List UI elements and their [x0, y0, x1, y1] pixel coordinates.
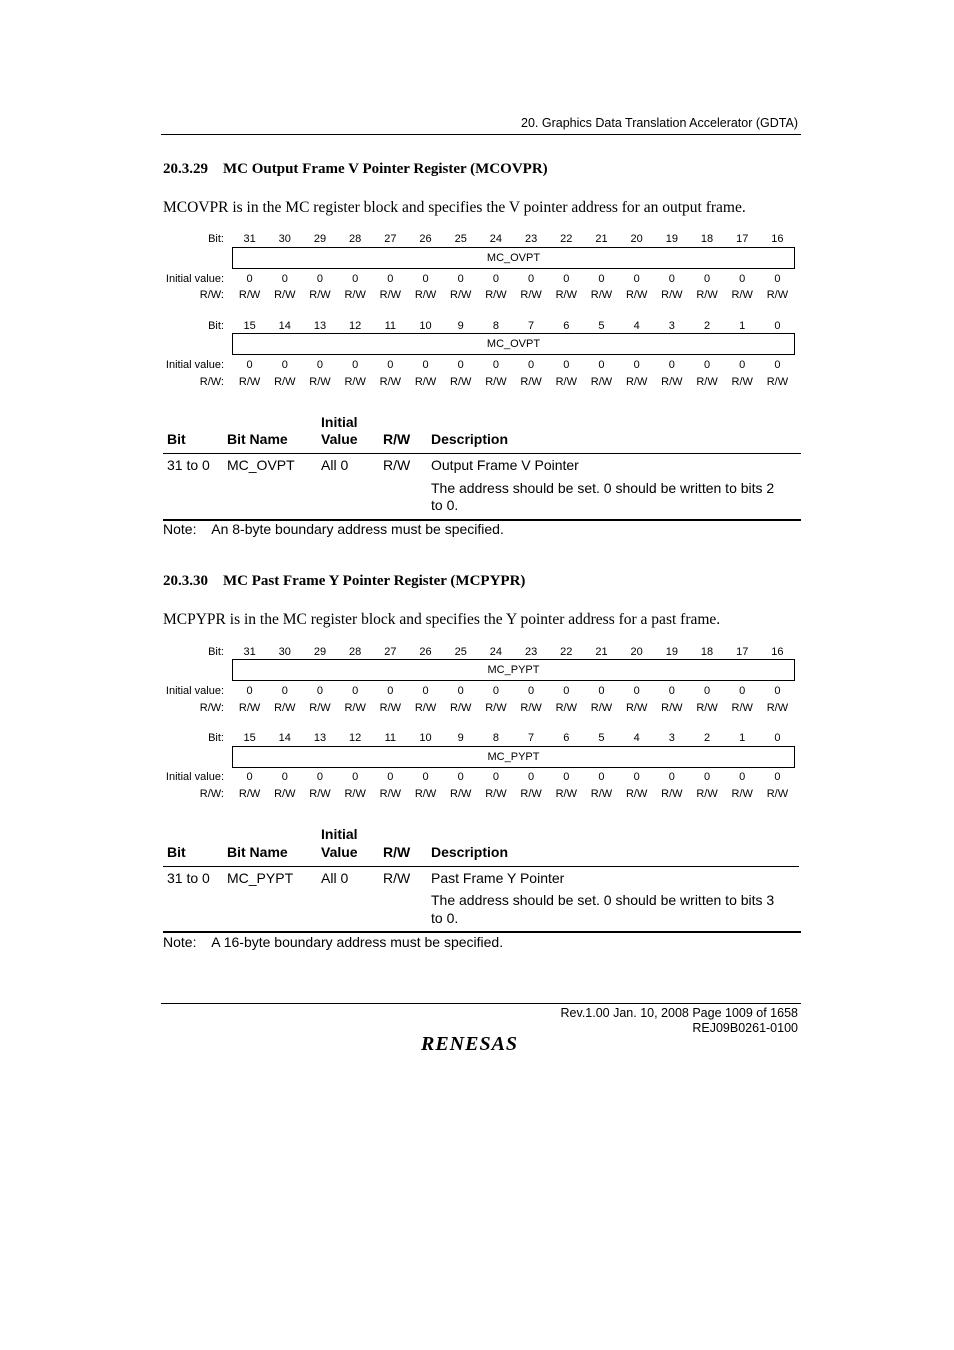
rw-cell: R/W [238, 702, 261, 714]
initial-value-cell: 0 [246, 771, 253, 783]
initial-value-cell: 0 [387, 273, 394, 285]
initial-value-cell: 0 [492, 359, 499, 371]
bit-label: Bit: [208, 320, 224, 332]
table-cell-rw: R/W [383, 870, 411, 886]
rw-cell: R/W [590, 289, 613, 301]
rw-cell: R/W [661, 702, 683, 714]
initial-value-cell: 0 [457, 359, 464, 371]
bit-number-cell: 21 [595, 646, 608, 658]
bit-number-cell: 17 [736, 233, 749, 245]
bit-number-row [232, 233, 795, 245]
table-header-rw: R/W [383, 431, 411, 447]
initial-value-cell: 0 [528, 273, 535, 285]
rw-cell: R/W [520, 376, 542, 388]
bit-number-cell: 1 [739, 732, 746, 744]
initial-value-cell: 0 [774, 273, 781, 285]
bit-number-cell: 15 [243, 320, 256, 332]
header-rule [161, 134, 801, 135]
rw-cell: R/W [696, 702, 718, 714]
initial-value-cell: 0 [528, 771, 535, 783]
initial-value-cell: 0 [668, 685, 675, 697]
rw-cell: R/W [696, 289, 718, 301]
table-cell-rw: R/W [383, 457, 411, 473]
bit-number-cell: 5 [598, 732, 605, 744]
bit-number-cell: 16 [771, 233, 784, 245]
bit-number-cell: 11 [384, 320, 397, 332]
initial-value-cell: 0 [492, 273, 499, 285]
initial-value-cell: 0 [281, 273, 288, 285]
rw-cell: R/W [731, 788, 753, 800]
initial-value-cell: 0 [316, 771, 324, 783]
footer-revision-line: Rev.1.00 Jan. 10, 2008 Page 1009 of 1658 [560, 1006, 798, 1020]
rw-cell: R/W [309, 788, 331, 800]
bit-number-cell: 24 [489, 233, 503, 245]
bit-number-cell: 3 [668, 732, 675, 744]
table-cell-description: Output Frame V Pointer [431, 457, 579, 473]
rw-cell: R/W [555, 702, 577, 714]
register-field: MC_OVPT [232, 247, 795, 269]
initial-value-cell: 0 [281, 359, 288, 371]
bit-number-cell: 30 [278, 233, 291, 245]
rw-cell: R/W [485, 376, 507, 388]
rw-cell: R/W [414, 289, 437, 301]
initial-value-cell: 0 [668, 771, 675, 783]
rw-cell: R/W [238, 376, 261, 388]
bit-number-cell: 8 [492, 732, 499, 744]
note: Note: An 8-byte boundary address must be specified. [163, 521, 504, 537]
initial-value-cell: 0 [668, 359, 675, 371]
initial-value-cell: 0 [703, 273, 711, 285]
bit-number-cell: 4 [633, 732, 640, 744]
rw-label: R/W: [199, 289, 224, 301]
bit-number-cell: 18 [700, 646, 714, 658]
bit-number-cell: 26 [419, 233, 432, 245]
rw-cell: R/W [731, 376, 753, 388]
rw-label: R/W: [199, 702, 224, 714]
initial-value-cell: 0 [668, 273, 675, 285]
bit-number-cell: 4 [633, 320, 640, 332]
rw-cell: R/W [379, 702, 402, 714]
rw-cell: R/W [766, 702, 789, 714]
initial-value-cell: 0 [703, 685, 711, 697]
bit-number-cell: 25 [454, 233, 467, 245]
bit-label: Bit: [208, 233, 224, 245]
note: Note: A 16-byte boundary address must be specified. [163, 934, 504, 950]
footer-rule [161, 1003, 801, 1004]
initial-value-cell: 0 [598, 273, 605, 285]
section-title: 20.3.29 MC Output Frame V Pointer Register (MCOVPR) [163, 161, 548, 177]
footer-revision [561, 1006, 798, 1036]
initial-value-cell: 0 [281, 771, 288, 783]
rw-cell: R/W [485, 289, 507, 301]
initial-value-cell: 0 [563, 359, 570, 371]
bit-number-cell: 21 [595, 233, 608, 245]
rw-cell: R/W [731, 702, 753, 714]
rw-label: R/W: [199, 376, 224, 388]
bit-number-cell: 12 [349, 732, 362, 744]
rw-cell: R/W [450, 289, 472, 301]
initial-value-label: Initial value: [165, 771, 224, 783]
rw-cell: R/W [450, 702, 472, 714]
initial-value-cell: 0 [352, 359, 359, 371]
rw-label: R/W: [199, 788, 224, 800]
table-cell-bit-name: MC_PYPT [227, 870, 294, 886]
bit-number-cell: 11 [384, 732, 397, 744]
section-title: 20.3.30 MC Past Frame Y Pointer Register (MCPYPR) [163, 573, 526, 589]
bit-number-cell: 23 [524, 646, 538, 658]
rw-cell: R/W [238, 289, 261, 301]
table-cell-description-detail-cont: to 0. [431, 910, 459, 926]
table-bottom-rule [163, 931, 801, 933]
bit-number-cell: 14 [278, 732, 291, 744]
rw-cell: R/W [414, 702, 437, 714]
bit-number-cell: 3 [668, 320, 675, 332]
register-field: MC_PYPT [232, 659, 795, 681]
initial-value-cell: 0 [316, 359, 324, 371]
table-header-bit: Bit [167, 431, 186, 447]
bit-number-cell: 29 [313, 233, 327, 245]
bit-number-cell: 2 [703, 320, 711, 332]
bit-number-cell: 14 [278, 320, 291, 332]
rw-cell: R/W [766, 788, 789, 800]
initial-value-cell: 0 [563, 771, 570, 783]
rw-cell: R/W [661, 289, 683, 301]
bit-number-cell: 0 [774, 320, 781, 332]
rw-row [232, 289, 795, 301]
section-intro: MCOVPR is in the MC register block and specifies the V pointer address for an output frame. [163, 199, 746, 216]
initial-value-cell: 0 [246, 685, 253, 697]
rw-cell: R/W [590, 376, 613, 388]
rw-cell: R/W [309, 376, 331, 388]
rw-cell: R/W [555, 376, 577, 388]
register-field: MC_OVPT [232, 333, 795, 355]
initial-value-cell: 0 [563, 273, 570, 285]
chapter-header: 20. Graphics Data Translation Accelerator (GDTA) [521, 116, 798, 130]
bit-description-table [163, 826, 801, 934]
initial-value-cell: 0 [281, 685, 288, 697]
bit-number-row [232, 320, 795, 332]
rw-row [232, 376, 795, 388]
bit-number-cell: 19 [665, 233, 678, 245]
rw-cell: R/W [274, 289, 296, 301]
initial-value-label: Initial value: [165, 273, 224, 285]
initial-value-cell: 0 [598, 685, 605, 697]
bit-number-cell: 8 [492, 320, 499, 332]
bit-number-cell: 29 [313, 646, 327, 658]
bit-number-row [232, 646, 795, 658]
bit-number-cell: 15 [243, 732, 256, 744]
initial-value-cell: 0 [528, 685, 535, 697]
initial-value-cell: 0 [528, 359, 535, 371]
rw-cell: R/W [309, 289, 331, 301]
bit-number-cell: 6 [563, 320, 570, 332]
bit-number-cell: 6 [563, 732, 570, 744]
bit-label: Bit: [208, 646, 224, 658]
bit-number-cell: 20 [630, 233, 643, 245]
table-cell-description: Past Frame Y Pointer [431, 870, 565, 886]
rw-cell: R/W [238, 788, 261, 800]
initial-value-cell: 0 [633, 771, 640, 783]
table-cell-bit: 31 to 0 [167, 870, 210, 886]
rw-cell: R/W [274, 702, 296, 714]
bit-number-cell: 26 [419, 646, 432, 658]
bit-number-cell: 7 [528, 732, 535, 744]
rw-cell: R/W [344, 289, 366, 301]
rw-cell: R/W [520, 702, 542, 714]
table-header-bit-name: Bit Name [227, 844, 288, 860]
table-header-value: Value [321, 431, 358, 447]
rw-cell: R/W [520, 788, 542, 800]
section-intro: MCPYPR is in the MC register block and specifies the Y pointer address for a past frame. [163, 611, 721, 628]
initial-value-cell: 0 [774, 685, 781, 697]
rw-cell: R/W [625, 289, 648, 301]
bit-number-cell: 22 [560, 233, 573, 245]
register-field: MC_PYPT [232, 746, 795, 768]
rw-cell: R/W [766, 376, 789, 388]
footer-document-number: REJ09B0261-0100 [692, 1021, 798, 1035]
bit-number-cell: 28 [349, 646, 362, 658]
bit-number-cell: 13 [313, 732, 327, 744]
initial-value-cell: 0 [703, 359, 711, 371]
table-header-rule [163, 453, 801, 454]
bit-number-cell: 10 [419, 732, 432, 744]
initial-value-label: Initial value: [165, 359, 224, 371]
rw-cell: R/W [344, 376, 366, 388]
rw-cell: R/W [625, 702, 648, 714]
bit-number-cell: 12 [349, 320, 362, 332]
initial-value-cell: 0 [739, 359, 746, 371]
rw-cell: R/W [450, 376, 472, 388]
initial-value-cell: 0 [422, 771, 429, 783]
initial-value-label: Initial value: [165, 685, 224, 697]
table-cell-description-detail: The address should be set. 0 should be written to bits 2 [431, 480, 775, 496]
rw-cell: R/W [379, 788, 402, 800]
initial-value-cell: 0 [457, 273, 464, 285]
table-header-rw: R/W [383, 844, 411, 860]
initial-value-cell: 0 [422, 273, 429, 285]
initial-value-cell: 0 [774, 771, 781, 783]
initial-value-cell: 0 [633, 685, 640, 697]
bit-number-cell: 20 [630, 646, 643, 658]
rw-cell: R/W [590, 788, 613, 800]
bit-number-cell: 31 [243, 233, 256, 245]
rw-cell: R/W [555, 289, 577, 301]
initial-value-cell: 0 [739, 685, 746, 697]
rw-cell: R/W [414, 376, 437, 388]
rw-cell: R/W [696, 788, 718, 800]
bit-number-cell: 19 [665, 646, 678, 658]
initial-value-cell: 0 [387, 771, 394, 783]
initial-value-cell: 0 [246, 273, 253, 285]
table-cell-initial: All 0 [321, 870, 349, 886]
rw-cell: R/W [414, 788, 437, 800]
initial-value-cell: 0 [457, 771, 464, 783]
table-header-bit: Bit [167, 844, 186, 860]
rw-cell: R/W [379, 289, 402, 301]
bit-number-cell: 0 [774, 732, 781, 744]
bit-number-cell: 24 [489, 646, 503, 658]
bit-number-cell: 30 [278, 646, 291, 658]
bit-number-cell: 31 [243, 646, 256, 658]
initial-value-cell: 0 [598, 359, 605, 371]
table-header-description: Description [431, 431, 509, 447]
bit-number-cell: 27 [384, 233, 397, 245]
table-header-description: Description [431, 844, 509, 860]
bit-number-row [232, 732, 795, 744]
table-header-initial: Initial [321, 414, 358, 430]
rw-cell: R/W [555, 788, 577, 800]
rw-cell: R/W [274, 376, 296, 388]
table-header-bit-name: Bit Name [227, 431, 288, 447]
initial-value-cell: 0 [633, 273, 640, 285]
initial-value-row [232, 685, 795, 697]
bit-number-cell: 9 [457, 320, 464, 332]
initial-value-cell: 0 [633, 359, 640, 371]
rw-cell: R/W [450, 788, 472, 800]
initial-value-cell: 0 [316, 273, 324, 285]
table-header-value: Value [321, 844, 358, 860]
initial-value-cell: 0 [316, 685, 324, 697]
bit-number-cell: 28 [349, 233, 362, 245]
initial-value-cell: 0 [739, 273, 746, 285]
rw-cell: R/W [766, 289, 789, 301]
rw-row [232, 702, 795, 714]
rw-row [232, 788, 795, 800]
initial-value-cell: 0 [246, 359, 253, 371]
rw-cell: R/W [661, 376, 683, 388]
rw-cell: R/W [625, 788, 648, 800]
rw-cell: R/W [590, 702, 613, 714]
renesas-logo: RENESAS [421, 1033, 519, 1055]
initial-value-row [232, 771, 795, 783]
rw-cell: R/W [485, 702, 507, 714]
bit-number-cell: 22 [560, 646, 573, 658]
initial-value-cell: 0 [422, 685, 429, 697]
bit-number-cell: 16 [771, 646, 784, 658]
bit-number-cell: 5 [598, 320, 605, 332]
rw-cell: R/W [661, 788, 683, 800]
initial-value-cell: 0 [387, 359, 394, 371]
table-header-rule [163, 866, 799, 867]
initial-value-cell: 0 [492, 685, 499, 697]
rw-cell: R/W [274, 788, 296, 800]
bit-number-cell: 9 [457, 732, 464, 744]
bit-number-cell: 7 [528, 320, 535, 332]
bit-number-cell: 13 [313, 320, 327, 332]
table-cell-description-detail: The address should be set. 0 should be written to bits 3 [431, 892, 775, 908]
rw-cell: R/W [379, 376, 402, 388]
bit-number-cell: 25 [454, 646, 467, 658]
bit-number-cell: 18 [700, 233, 714, 245]
rw-cell: R/W [625, 376, 648, 388]
bit-number-cell: 27 [384, 646, 397, 658]
rw-cell: R/W [731, 289, 753, 301]
bit-number-cell: 10 [419, 320, 432, 332]
rw-cell: R/W [309, 702, 331, 714]
initial-value-cell: 0 [703, 771, 711, 783]
table-cell-initial: All 0 [321, 457, 349, 473]
initial-value-cell: 0 [563, 685, 570, 697]
table-header-initial: Initial [321, 826, 358, 842]
rw-cell: R/W [696, 376, 718, 388]
initial-value-cell: 0 [352, 771, 359, 783]
rw-cell: R/W [344, 702, 366, 714]
rw-cell: R/W [344, 788, 366, 800]
initial-value-cell: 0 [422, 359, 429, 371]
initial-value-row [232, 273, 795, 285]
rw-cell: R/W [485, 788, 507, 800]
bit-number-cell: 1 [739, 320, 746, 332]
initial-value-cell: 0 [598, 771, 605, 783]
bit-number-cell: 23 [524, 233, 538, 245]
initial-value-cell: 0 [739, 771, 746, 783]
initial-value-cell: 0 [774, 359, 781, 371]
initial-value-cell: 0 [457, 685, 464, 697]
table-cell-description-detail-cont: to 0. [431, 497, 459, 513]
table-cell-bit-name: MC_OVPT [227, 457, 295, 473]
rw-cell: R/W [520, 289, 542, 301]
bit-number-cell: 17 [736, 646, 749, 658]
initial-value-row [232, 359, 795, 371]
bit-label: Bit: [208, 732, 224, 744]
initial-value-cell: 0 [492, 771, 499, 783]
bit-description-table [163, 413, 801, 521]
initial-value-cell: 0 [352, 273, 359, 285]
table-cell-bit: 31 to 0 [167, 457, 210, 473]
initial-value-cell: 0 [352, 685, 359, 697]
initial-value-cell: 0 [387, 685, 394, 697]
bit-number-cell: 2 [703, 732, 711, 744]
